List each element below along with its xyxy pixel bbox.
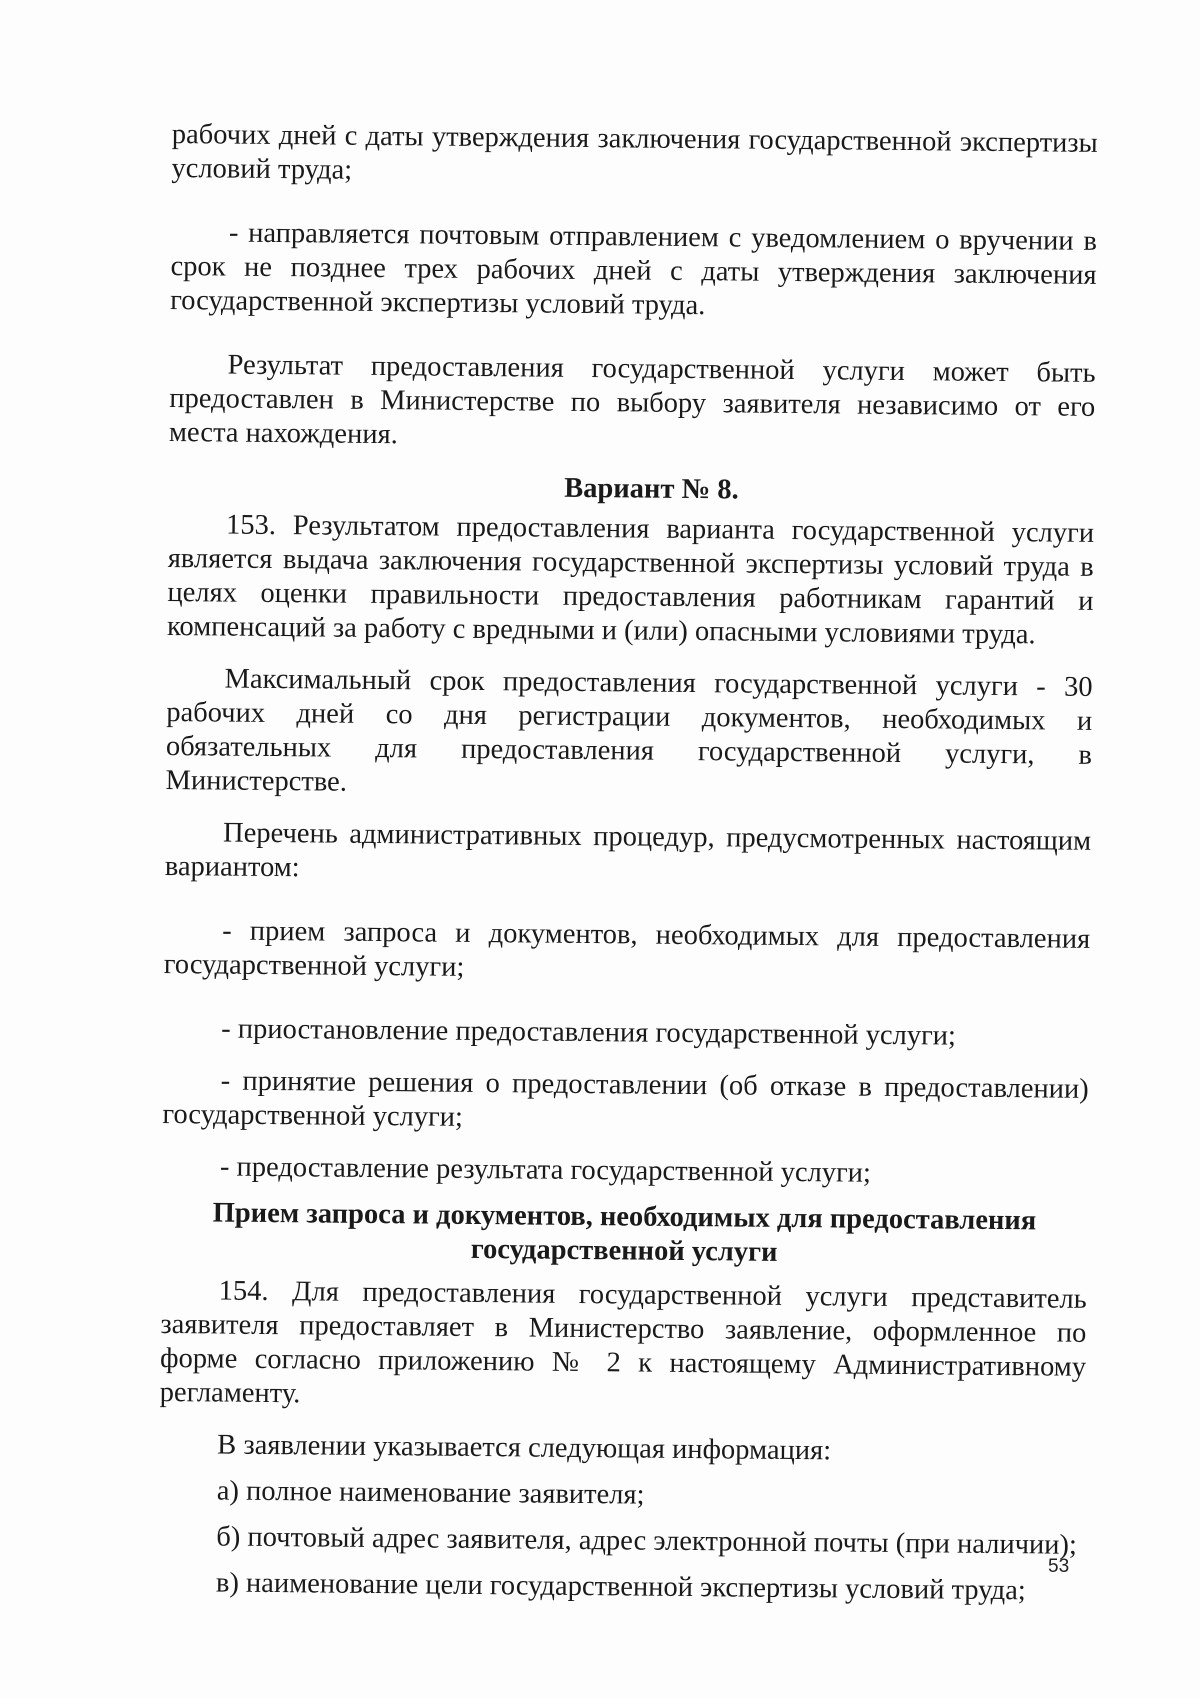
paragraph-max-term: Максимальный срок предоставления государственной услуги - 30 рабочих дней со дня регистрации документов, необходимых и обязательных для предоставления государственной услуги, в Министерстве. — [165, 663, 1093, 798]
paragraph-procedures-list-intro: Перечень административных процедур, предусмотренных настоящим вариантом: — [164, 817, 1092, 884]
page-number: 53 — [1048, 1556, 1070, 1577]
variant-heading: Вариант № 8. — [564, 472, 739, 506]
paragraph-154: 154. Для предоставления государственной услуги представитель заявителя предоставляет в Министерство заявление, оформленное по форме согласно приложению № 2 к настоящему Административному регламенту. — [159, 1275, 1087, 1410]
list-item-b: б) почтовый адрес заявителя, адрес электронной почты (при наличии); — [216, 1521, 1078, 1561]
section-heading-line-2: государственной услуги — [470, 1233, 778, 1268]
list-item-c: в) наименование цели государственной экспертизы условий труда; — [215, 1567, 1026, 1607]
list-item-suspension: - приостановление предоставления государственной услуги; — [221, 1013, 957, 1052]
list-item-a: а) полное наименование заявителя; — [216, 1475, 645, 1511]
section-heading-line-1: Прием запроса и документов, необходимых для предоставления — [212, 1197, 1037, 1237]
list-item-result: - предоставление результата государственной услуги; — [219, 1151, 872, 1189]
list-item-reception: - прием запроса и документов, необходимых для предоставления государственной услуги; — [163, 915, 1091, 983]
list-item-decision: - принятие решения о предоставлении (об отказе в предоставлении) государственной услуги; — [162, 1065, 1089, 1133]
paragraph-application-info: В заявлении указывается следующая информация: — [217, 1429, 832, 1467]
section-heading — [161, 1196, 1088, 1273]
paragraph-postal-delivery: - направляется почтовым отправлением с уведомлением о вручении в срок не позднее трех рабочих дней с даты утверждения заключения государственной экспертизы условий труда. — [170, 217, 1098, 322]
paragraph-continuation: рабочих дней с даты утверждения заключения государственной экспертизы условий труда; — [171, 118, 1098, 186]
paragraph-153: 153. Результатом предоставления варианта государственной услуги является выдача заключения государственной экспертизы условий труда в целях оценки правильности предоставления работникам гарантий и компенсаций за работу с вредными и (или) опасными условиями труда. — [166, 509, 1095, 651]
document-body — [158, 118, 1098, 1621]
paragraph-result-location: Результат предоставления государственной услуги может быть предоставлен в Министерстве по выбору заявителя независимо от его места нахождения. — [168, 349, 1096, 451]
